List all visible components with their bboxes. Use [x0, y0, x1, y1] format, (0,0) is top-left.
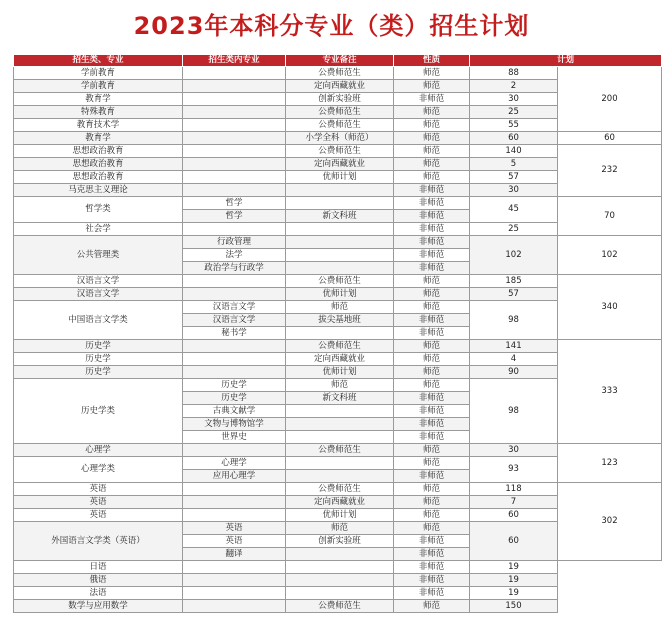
row-nature-cell: 师范 [394, 457, 470, 470]
row-sub-major-cell [183, 67, 286, 80]
row-plan-cell: 2 [470, 80, 558, 93]
row-nature-cell: 非师范 [394, 470, 470, 483]
row-sub-major-cell: 古典文献学 [183, 405, 286, 418]
row-remark-cell: 公费师范生 [286, 119, 394, 132]
table-row [14, 236, 662, 249]
row-sub-major-cell [183, 587, 286, 600]
group-total-cell: 102 [558, 236, 662, 275]
group-total-cell: 340 [558, 275, 662, 340]
row-plan-cell: 4 [470, 353, 558, 366]
row-remark-cell: 优师计划 [286, 509, 394, 522]
row-remark-cell [286, 327, 394, 340]
row-sub-major-cell: 英语 [183, 535, 286, 548]
row-sub-major-cell [183, 93, 286, 106]
row-nature-cell: 非师范 [394, 262, 470, 275]
row-plan-cell: 45 [470, 197, 558, 223]
row-sub-major-cell [183, 119, 286, 132]
row-remark-cell: 定向西藏就业 [286, 80, 394, 93]
row-nature-cell: 非师范 [394, 210, 470, 223]
row-plan-cell: 19 [470, 574, 558, 587]
enrollment-plan-table [13, 54, 662, 613]
row-nature-cell: 非师范 [394, 327, 470, 340]
row-remark-cell: 公费师范生 [286, 106, 394, 119]
row-category-cell: 汉语言文学 [14, 275, 183, 288]
row-sub-major-cell [183, 145, 286, 158]
row-sub-major-cell [183, 275, 286, 288]
row-remark-cell [286, 184, 394, 197]
row-category-cell: 思想政治教育 [14, 171, 183, 184]
row-nature-cell: 非师范 [394, 236, 470, 249]
row-remark-cell [286, 470, 394, 483]
row-category-cell: 外国语言文学类（英语） [14, 522, 183, 561]
row-remark-cell: 新文科班 [286, 210, 394, 223]
row-category-cell: 思想政治教育 [14, 158, 183, 171]
row-sub-major-cell [183, 561, 286, 574]
row-nature-cell: 师范 [394, 106, 470, 119]
row-sub-major-cell [183, 340, 286, 353]
row-remark-cell [286, 197, 394, 210]
group-total-cell: 70 [558, 197, 662, 236]
row-plan-cell: 150 [470, 600, 558, 613]
row-sub-major-cell [183, 171, 286, 184]
table-row [14, 275, 662, 288]
row-remark-cell: 公费师范生 [286, 275, 394, 288]
row-remark-cell [286, 223, 394, 236]
row-sub-major-cell [183, 158, 286, 171]
row-sub-major-cell: 翻译 [183, 548, 286, 561]
row-remark-cell [286, 236, 394, 249]
row-category-cell: 英语 [14, 509, 183, 522]
group-total-cell: 60 [558, 132, 662, 145]
row-sub-major-cell: 哲学 [183, 197, 286, 210]
row-sub-major-cell: 心理学 [183, 457, 286, 470]
row-remark-cell [286, 587, 394, 600]
row-remark-cell: 公费师范生 [286, 145, 394, 158]
group-total-cell: 333 [558, 340, 662, 444]
row-nature-cell: 师范 [394, 67, 470, 80]
row-plan-cell: 5 [470, 158, 558, 171]
row-remark-cell [286, 262, 394, 275]
row-nature-cell: 师范 [394, 496, 470, 509]
row-sub-major-cell [183, 483, 286, 496]
row-sub-major-cell [183, 444, 286, 457]
row-plan-cell: 57 [470, 171, 558, 184]
row-remark-cell: 新文科班 [286, 392, 394, 405]
header-major-remark: 专业备注 [286, 55, 394, 67]
row-category-cell: 学前教育 [14, 80, 183, 93]
row-nature-cell: 师范 [394, 509, 470, 522]
row-nature-cell: 师范 [394, 600, 470, 613]
row-remark-cell: 优师计划 [286, 366, 394, 379]
group-total-cell: 200 [558, 67, 662, 132]
header-category-major: 招生类、专业 [14, 55, 183, 67]
row-sub-major-cell [183, 132, 286, 145]
row-remark-cell [286, 418, 394, 431]
row-sub-major-cell: 政治学与行政学 [183, 262, 286, 275]
row-remark-cell: 公费师范生 [286, 67, 394, 80]
table-row [14, 145, 662, 158]
table-row [14, 132, 662, 145]
row-plan-cell: 25 [470, 106, 558, 119]
row-sub-major-cell [183, 80, 286, 93]
table-row [14, 67, 662, 80]
row-nature-cell: 非师范 [394, 535, 470, 548]
row-plan-cell: 118 [470, 483, 558, 496]
row-remark-cell [286, 574, 394, 587]
row-category-cell: 特殊教育 [14, 106, 183, 119]
row-plan-cell: 141 [470, 340, 558, 353]
row-remark-cell [286, 457, 394, 470]
table-row [14, 483, 662, 496]
row-nature-cell: 师范 [394, 366, 470, 379]
row-category-cell: 日语 [14, 561, 183, 574]
row-plan-cell: 19 [470, 587, 558, 600]
row-sub-major-cell: 英语 [183, 522, 286, 535]
header-nature: 性质 [394, 55, 470, 67]
row-sub-major-cell [183, 353, 286, 366]
row-plan-cell: 30 [470, 184, 558, 197]
row-remark-cell [286, 431, 394, 444]
row-plan-cell: 57 [470, 288, 558, 301]
row-nature-cell: 师范 [394, 158, 470, 171]
row-sub-major-cell: 哲学 [183, 210, 286, 223]
row-nature-cell: 师范 [394, 275, 470, 288]
row-nature-cell: 非师范 [394, 548, 470, 561]
row-plan-cell: 55 [470, 119, 558, 132]
row-nature-cell: 师范 [394, 80, 470, 93]
row-remark-cell: 拔尖基地班 [286, 314, 394, 327]
row-nature-cell: 非师范 [394, 418, 470, 431]
row-remark-cell: 师范 [286, 301, 394, 314]
row-category-cell: 公共管理类 [14, 236, 183, 275]
row-plan-cell: 93 [470, 457, 558, 483]
row-nature-cell: 非师范 [394, 561, 470, 574]
row-category-cell: 数学与应用数学 [14, 600, 183, 613]
row-nature-cell: 非师范 [394, 314, 470, 327]
row-remark-cell: 师范 [286, 379, 394, 392]
row-remark-cell [286, 561, 394, 574]
row-remark-cell: 创新实验班 [286, 535, 394, 548]
row-sub-major-cell: 秘书学 [183, 327, 286, 340]
row-sub-major-cell [183, 366, 286, 379]
row-nature-cell: 师范 [394, 171, 470, 184]
row-plan-cell: 19 [470, 561, 558, 574]
row-sub-major-cell: 汉语言文学 [183, 314, 286, 327]
row-category-cell: 历史学 [14, 366, 183, 379]
row-plan-cell: 88 [470, 67, 558, 80]
row-plan-cell: 30 [470, 444, 558, 457]
row-category-cell: 英语 [14, 496, 183, 509]
table-row [14, 197, 662, 210]
row-plan-cell: 60 [470, 509, 558, 522]
row-sub-major-cell: 应用心理学 [183, 470, 286, 483]
row-category-cell: 教育学 [14, 93, 183, 106]
row-sub-major-cell [183, 288, 286, 301]
row-remark-cell: 公费师范生 [286, 340, 394, 353]
row-sub-major-cell [183, 184, 286, 197]
row-category-cell: 教育技术学 [14, 119, 183, 132]
row-plan-cell: 185 [470, 275, 558, 288]
row-remark-cell [286, 405, 394, 418]
row-sub-major-cell: 历史学 [183, 379, 286, 392]
row-nature-cell: 师范 [394, 353, 470, 366]
row-category-cell: 教育学 [14, 132, 183, 145]
group-total-cell: 302 [558, 483, 662, 561]
row-remark-cell: 师范 [286, 522, 394, 535]
row-nature-cell: 非师范 [394, 249, 470, 262]
row-plan-cell: 60 [470, 522, 558, 561]
row-nature-cell: 非师范 [394, 93, 470, 106]
row-plan-cell: 98 [470, 379, 558, 444]
row-plan-cell: 60 [470, 132, 558, 145]
row-category-cell: 哲学类 [14, 197, 183, 223]
row-remark-cell: 公费师范生 [286, 483, 394, 496]
row-remark-cell: 小学全科（师范） [286, 132, 394, 145]
row-remark-cell: 公费师范生 [286, 444, 394, 457]
row-remark-cell [286, 249, 394, 262]
table-header-row [14, 55, 662, 67]
row-sub-major-cell: 文物与博物馆学 [183, 418, 286, 431]
row-plan-cell: 7 [470, 496, 558, 509]
row-remark-cell: 定向西藏就业 [286, 496, 394, 509]
row-category-cell: 学前教育 [14, 67, 183, 80]
row-nature-cell: 师范 [394, 145, 470, 158]
row-category-cell: 历史学 [14, 353, 183, 366]
row-sub-major-cell: 历史学 [183, 392, 286, 405]
row-sub-major-cell [183, 509, 286, 522]
row-category-cell: 中国语言文学类 [14, 301, 183, 340]
row-plan-cell: 102 [470, 236, 558, 275]
row-sub-major-cell: 行政管理 [183, 236, 286, 249]
row-nature-cell: 师范 [394, 288, 470, 301]
table-row [14, 561, 662, 574]
row-plan-cell: 98 [470, 301, 558, 340]
row-plan-cell: 30 [470, 93, 558, 106]
row-sub-major-cell: 世界史 [183, 431, 286, 444]
row-nature-cell: 非师范 [394, 223, 470, 236]
row-category-cell: 法语 [14, 587, 183, 600]
row-category-cell: 汉语言文学 [14, 288, 183, 301]
row-nature-cell: 非师范 [394, 184, 470, 197]
row-nature-cell: 非师范 [394, 574, 470, 587]
row-category-cell: 英语 [14, 483, 183, 496]
row-category-cell: 历史学类 [14, 379, 183, 444]
row-remark-cell: 优师计划 [286, 171, 394, 184]
row-nature-cell: 非师范 [394, 587, 470, 600]
row-sub-major-cell [183, 496, 286, 509]
row-sub-major-cell [183, 223, 286, 236]
header-sub-major: 招生类内专业 [183, 55, 286, 67]
row-plan-cell: 25 [470, 223, 558, 236]
row-sub-major-cell [183, 106, 286, 119]
table-body [14, 67, 662, 613]
table-row [14, 444, 662, 457]
row-category-cell: 历史学 [14, 340, 183, 353]
row-sub-major-cell [183, 574, 286, 587]
row-remark-cell [286, 548, 394, 561]
row-plan-cell: 140 [470, 145, 558, 158]
table-row [14, 340, 662, 353]
row-nature-cell: 师范 [394, 483, 470, 496]
row-nature-cell: 师范 [394, 444, 470, 457]
table-row [14, 600, 662, 613]
row-category-cell: 社会学 [14, 223, 183, 236]
row-nature-cell: 师范 [394, 522, 470, 535]
row-nature-cell: 非师范 [394, 405, 470, 418]
row-category-cell: 思想政治教育 [14, 145, 183, 158]
page-title: 2023年本科分专业（类）招生计划 [133, 12, 530, 40]
header-plan: 计划 [470, 55, 662, 67]
row-remark-cell: 定向西藏就业 [286, 353, 394, 366]
row-category-cell: 俄语 [14, 574, 183, 587]
row-nature-cell: 师范 [394, 119, 470, 132]
row-nature-cell: 师范 [394, 340, 470, 353]
table-row [14, 574, 662, 587]
row-remark-cell: 创新实验班 [286, 93, 394, 106]
group-total-cell: 232 [558, 145, 662, 197]
table-row [14, 587, 662, 600]
row-nature-cell: 师范 [394, 301, 470, 314]
row-remark-cell: 公费师范生 [286, 600, 394, 613]
row-nature-cell: 师范 [394, 379, 470, 392]
row-remark-cell: 优师计划 [286, 288, 394, 301]
row-sub-major-cell: 汉语言文学 [183, 301, 286, 314]
row-nature-cell: 师范 [394, 132, 470, 145]
group-total-cell: 123 [558, 444, 662, 483]
row-sub-major-cell: 法学 [183, 249, 286, 262]
row-category-cell: 马克思主义理论 [14, 184, 183, 197]
row-category-cell: 心理学 [14, 444, 183, 457]
row-nature-cell: 非师范 [394, 197, 470, 210]
row-nature-cell: 非师范 [394, 392, 470, 405]
row-category-cell: 心理学类 [14, 457, 183, 483]
row-sub-major-cell [183, 600, 286, 613]
row-nature-cell: 非师范 [394, 431, 470, 444]
row-remark-cell: 定向西藏就业 [286, 158, 394, 171]
row-plan-cell: 90 [470, 366, 558, 379]
